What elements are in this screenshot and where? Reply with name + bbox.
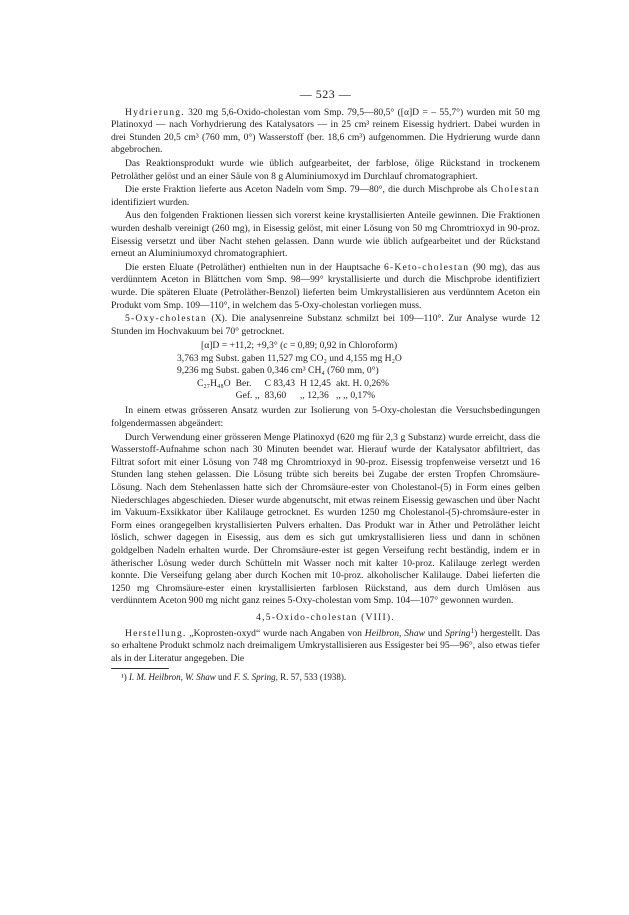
footnote-reference: 1 <box>470 626 475 635</box>
section-heading: 4,5-Oxido-cholestan (VIII). <box>256 611 395 623</box>
paragraph-oxy-cholestan: 5-Oxy-cholestan (X). Die analysenreine Substanz schmilzt bei 109—110°. Zur Analyse wurde 12 Stunden im Hochvakuum bei 70° getrocknet. <box>111 313 540 337</box>
footnote-divider <box>111 668 169 669</box>
analysis-line-combustion: 3,763 mg Subst. gaben 11,527 mg CO₂ und 4,155 mg H₂O <box>177 352 402 364</box>
analysis-row-calculated: C₂₇H₄₈O Ber. C 83,43 H 12,45 akt. H. 0,26% <box>197 378 389 390</box>
footnote-authors: I. M. Heilbron, W. Shaw <box>128 672 216 683</box>
paragraph-erste-fraktion: Die erste Fraktion lieferte aus Aceton Nadeln vom Smp. 79—80°, die durch Mischprobe als Cholestan identifiziert wurden. <box>111 184 540 208</box>
analysis-row-found: Gef. ,, 83,60 ,, 12,36 ,, ,, 0,17% <box>235 390 376 402</box>
paragraph-platinoxyd: Durch Verwendung einer grösseren Menge Platinoxyd (620 mg für 2,3 g Substanz) wurde erreicht, dass die Wasserstoff-Aufnahme schon nach 30 Minuten beendet war. Hierauf wurde der Katalysator abfiltriert, das Filtrat sofort mit einer Lösung von 748 mg Chromtrioxyd in 90-proz. Eisessig tropfenweise versetzt und 16 Stunden lang stehen gelassen. Die Lösung trübte sich bereits bei Zugabe der ersten Tropfen Chromsäure-Lösung. Nach dem Stehenlassen hatte sich der Chromsäure-ester von Cholestanol-(5) in Form eines gelben Niederschlages abgeschieden. Dieser wurde abgenutscht, mit etwas reinem Eisessig gewaschen und über Nacht im Vakuum-Exsikkator über Kalilauge getrocknet. Es wurden 1250 mg Cholestanol-(5)-chromsäure-ester in Form eines orangegelben krystallisierten Pulvers erhalten. Das Produkt war in Äther und Petroläther leicht löslich, schwer dagegen in Eisessig, aus dem es sich gut umkrystallisieren liess und dann in schönen goldgelben Nadeln erhalten wurde. Der Chromsäure-ester ist gegen Verseifung recht beständig, indem er in ätherischer Lösung weder durch Schütteln mit Wasser noch mit kalter 10-proz. Kalilauge zerlegt werden konnte. Die Verseifung gelang aber durch Kochen mit 10-proz. alkoholischer Kalilauge. Dabei lieferten die 1250 mg Chromsäure-ester einen krystallisierten farblosen Rückstand, aus dem durch Umlösen aus verdünntem Aceton 900 mg nicht ganz reines 5-Oxy-cholestan vom Smp. 104—107° gewonnen wurden. <box>111 431 540 607</box>
compound-heading: 5-Oxy-cholestan <box>125 313 207 325</box>
compound-name: Cholestan <box>490 184 540 196</box>
footnote-mark: ¹) <box>121 672 127 683</box>
paragraph-groesserer-ansatz: In einem etwas grösseren Ansatz wurden zur Isolierung von 5-Oxy-cholestan die Versuchsbedingungen folgendermassen abgeändert: <box>111 405 540 430</box>
paragraph-folgende-fraktionen: Aus den folgenden Fraktionen liessen sich vorerst keine krystallisierten Anteile gewinnen. Die Fraktionen wurden deshalb vereinigt (260 mg), in Eisessig gelöst, mit einer Lösung von 50 mg Chromtrioxyd in 90-proz. Eisessig versetzt und über Nacht stehen gelassen. Dann wurde wie üblich aufgearbeitet und der Rückstand erneut an Aluminiumoxyd chromatographiert. <box>111 210 540 260</box>
footnote-author: F. S. Spring, <box>233 672 278 683</box>
run-in-heading: Hydrierung. <box>125 106 185 118</box>
paragraph-eluate: Die ersten Eluate (Petroläther) enthielten nun in der Hauptsache 6-Keto-cholestan (90 mg), das aus verdünntem Aceton in Blättchen vom Smp. 98—99° krystallisierte und durch die Mischprobe identifiziert wurde. Die späteren Eluate (Petroläther-Benzol) lieferten beim Umkrystallisieren aus verdünntem Aceton ein Produkt vom Smp. 109—110°, in welchem das 5-Oxy-cholestan vorliegen muss. <box>111 261 541 311</box>
paragraph-text: 320 mg 5,6-Oxido-cholestan vom Smp. 79,5—80,5° ([α]D = – 55,7°) wurden mit 50 mg Platinoxyd — nach Vorhydrierung des Katalysators — in 25 cm³ reinem Eisessig hydriert. Dabei wurden in drei Stunden 20,5 cm³ (760 mm, 0°) Wasserstoff (ber. 18,6 cm³) aufgenommen. Die Hydrierung wurde dann abgebrochen. <box>111 106 540 156</box>
molecular-formula: C₂₇H₄₈O <box>197 378 231 390</box>
analysis-block <box>111 340 540 402</box>
footnote-citation: R. 57, 533 (1938). <box>277 672 347 683</box>
page-number: — 523 — <box>299 87 352 101</box>
elemental-analysis-table <box>197 378 394 402</box>
paragraph-herstellung: Herstellung. „Koprosten-oxyd“ wurde nach Angaben von Heilbron, Shaw und Spring$^1$) hergestellt. Das so erhaltene Produkt schmolz nach dreimaligem Umkrystallisieren aus Essigester bei 95—96°, also etwas tiefer als in der Literatur angegeben. Die <box>111 626 540 664</box>
footnote: ¹) I. M. Heilbron, W. Shaw und F. S. Spring, R. 57, 533 (1938). <box>121 672 347 683</box>
author-name: Spring <box>445 627 471 639</box>
analysis-line-methane: 9,236 mg Subst. gaben 0,346 cm³ CH₄ (760 mm, 0°) <box>177 365 379 377</box>
compound-name: 6-Keto-cholestan <box>384 261 470 273</box>
optical-rotation: [α]D = +11,2; +9,3° (c = 0,89; 0,92 in Chloroform) <box>201 340 398 352</box>
run-in-heading: Herstellung. <box>125 627 187 639</box>
paragraph-hydrierung <box>111 107 540 157</box>
document-page <box>111 88 540 685</box>
author-names: Heilbron, Shaw <box>364 627 426 639</box>
paragraph-reaktionsprodukt: Das Reaktionsprodukt wurde wie üblich aufgearbeitet, der farblose, ölige Rückstand in trockenem Petroläther gelöst und an einer Säule von 8 g Aluminiumoxyd im Durchlauf chromatographiert. <box>111 157 540 182</box>
